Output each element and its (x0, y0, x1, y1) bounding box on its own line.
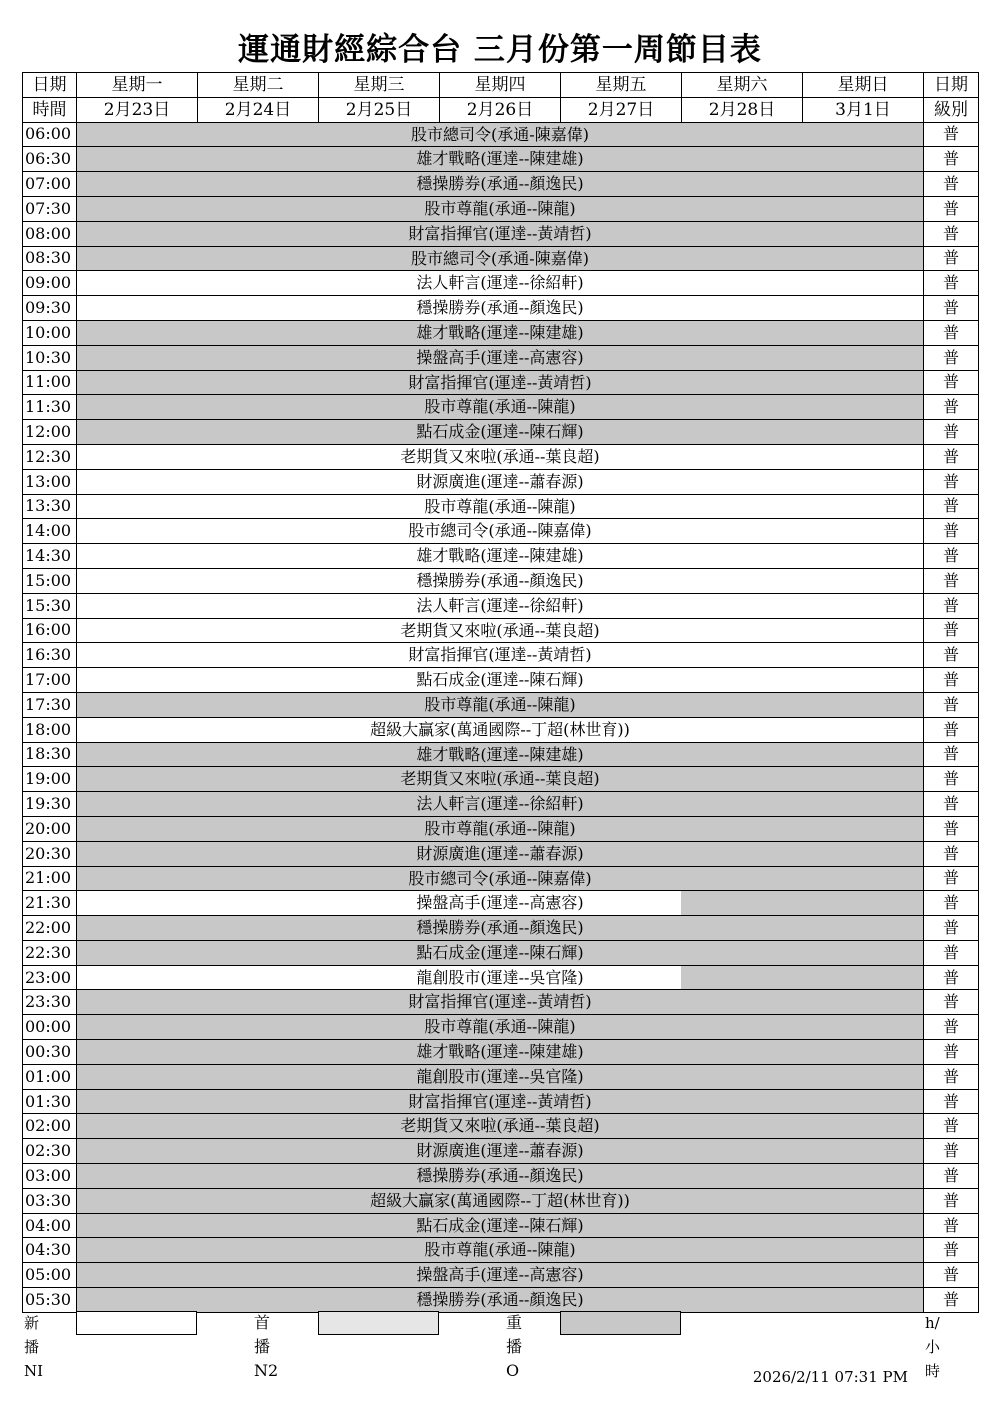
time-cell: 04:00 (23, 1213, 77, 1238)
program-name: 法人軒言(運達--徐紹軒) (416, 794, 584, 814)
rating-cell: 普 (924, 296, 979, 321)
table-row (23, 1213, 979, 1238)
rating-header-level: 級別 (924, 97, 979, 122)
rating-cell: 普 (924, 1089, 979, 1114)
time-cell: 03:30 (23, 1188, 77, 1213)
time-cell: 06:30 (23, 147, 77, 172)
table-row (23, 816, 979, 841)
schedule-title: 運通財經綜合台 三月份第一周節目表 (238, 32, 762, 68)
table-row (23, 866, 979, 891)
time-cell: 01:30 (23, 1089, 77, 1114)
time-cell: 13:00 (23, 469, 77, 494)
day-header: 星期一 (77, 73, 198, 98)
program-name: 股市總司令(承通-陳嘉偉) (411, 124, 589, 144)
time-cell: 02:30 (23, 1139, 77, 1164)
time-cell: 22:00 (23, 916, 77, 941)
program-cell (77, 916, 924, 941)
table-row (23, 221, 979, 246)
program-cell (77, 692, 924, 717)
day-header: 星期五 (561, 73, 682, 98)
rating-cell: 普 (924, 841, 979, 866)
table-row (23, 1263, 979, 1288)
rating-cell: 普 (924, 147, 979, 172)
time-cell: 22:30 (23, 940, 77, 965)
program-cell (77, 643, 924, 668)
program-cell (77, 866, 924, 891)
program-name: 穩操勝券(承通--顏逸民) (416, 570, 584, 590)
program-name: 股市尊龍(承通--陳龍) (424, 496, 576, 516)
program-name: 雄才戰略(運達--陳建雄) (416, 546, 584, 566)
program-name: 財富指揮官(運達--黃靖哲) (408, 372, 592, 392)
table-row (23, 246, 979, 271)
time-cell: 07:30 (23, 196, 77, 221)
time-cell: 21:00 (23, 866, 77, 891)
legend-new-swatch (76, 1311, 197, 1335)
time-cell: 05:30 (23, 1288, 77, 1313)
rating-cell: 普 (924, 420, 979, 445)
program-cell (77, 1040, 924, 1065)
time-cell: 10:00 (23, 320, 77, 345)
rating-header-date: 日期 (924, 73, 979, 98)
table-row (23, 990, 979, 1015)
table-row (23, 742, 979, 767)
program-cell (77, 717, 924, 742)
table-row (23, 767, 979, 792)
time-cell: 02:00 (23, 1114, 77, 1139)
program-name: 財富指揮官(運達--黃靖哲) (408, 223, 592, 243)
table-row (23, 296, 979, 321)
time-cell: 23:30 (23, 990, 77, 1015)
legend-new-label: 新播NI (24, 1314, 44, 1380)
legend-repeat-label: 重播O (506, 1313, 523, 1380)
rating-cell: 普 (924, 568, 979, 593)
program-name: 財源廣進(運達--蕭春源) (416, 843, 584, 863)
time-cell: 20:00 (23, 816, 77, 841)
program-cell (77, 271, 924, 296)
legend-first-label: 首播N2 (254, 1313, 279, 1380)
rating-cell: 普 (924, 990, 979, 1015)
rating-cell: 普 (924, 792, 979, 817)
date-header: 2月24日 (198, 97, 319, 122)
time-cell: 05:00 (23, 1263, 77, 1288)
rating-cell: 普 (924, 1213, 979, 1238)
legend-repeat-swatch (560, 1311, 681, 1335)
time-cell: 19:30 (23, 792, 77, 817)
rating-cell: 普 (924, 940, 979, 965)
rating-cell: 普 (924, 1114, 979, 1139)
table-row (23, 320, 979, 345)
program-cell (77, 147, 924, 172)
program-cell (77, 1139, 924, 1164)
program-cell (77, 891, 924, 916)
time-cell: 03:00 (23, 1164, 77, 1189)
header-row-days (23, 73, 979, 98)
rating-cell: 普 (924, 221, 979, 246)
rating-cell: 普 (924, 742, 979, 767)
program-name: 操盤高手(運達--高憲容) (416, 893, 584, 913)
program-name: 法人軒言(運達--徐紹軒) (416, 595, 584, 615)
table-row (23, 692, 979, 717)
time-cell: 18:30 (23, 742, 77, 767)
rating-cell: 普 (924, 469, 979, 494)
legend-first-swatch (318, 1311, 439, 1335)
corner-label-time: 時間 (23, 97, 77, 122)
time-cell: 18:00 (23, 717, 77, 742)
day-header: 星期六 (682, 73, 803, 98)
table-row (23, 519, 979, 544)
table-row (23, 891, 979, 916)
program-name: 股市總司令(承通-陳嘉偉) (411, 248, 589, 268)
table-row (23, 1040, 979, 1065)
program-cell (77, 494, 924, 519)
date-header: 2月28日 (682, 97, 803, 122)
rating-cell: 普 (924, 370, 979, 395)
rating-cell: 普 (924, 717, 979, 742)
rating-cell: 普 (924, 320, 979, 345)
time-cell: 20:30 (23, 841, 77, 866)
table-row (23, 1089, 979, 1114)
table-row (23, 643, 979, 668)
time-cell: 01:00 (23, 1064, 77, 1089)
program-cell (77, 618, 924, 643)
day-header: 星期二 (198, 73, 319, 98)
rating-cell: 普 (924, 965, 979, 990)
table-row (23, 618, 979, 643)
program-cell (77, 1288, 924, 1313)
legend-unit-label: h/小時 (925, 1314, 941, 1380)
date-header: 3月1日 (803, 97, 924, 122)
time-cell: 04:30 (23, 1238, 77, 1263)
rating-cell: 普 (924, 692, 979, 717)
program-name: 股市尊龍(承通--陳龍) (424, 694, 576, 714)
program-name: 股市尊龍(承通--陳龍) (424, 397, 576, 417)
program-cell (77, 519, 924, 544)
table-row (23, 544, 979, 569)
time-cell: 11:30 (23, 395, 77, 420)
date-header: 2月25日 (319, 97, 440, 122)
date-header: 2月23日 (77, 97, 198, 122)
table-row (23, 1015, 979, 1040)
program-name: 雄才戰略(運達--陳建雄) (416, 149, 584, 169)
table-row (23, 568, 979, 593)
time-cell: 23:00 (23, 965, 77, 990)
program-name: 操盤高手(運達--高憲容) (416, 1265, 584, 1285)
table-row (23, 940, 979, 965)
rating-cell: 普 (924, 544, 979, 569)
rating-cell: 普 (924, 643, 979, 668)
table-row (23, 965, 979, 990)
table-row (23, 122, 979, 147)
rating-cell: 普 (924, 1139, 979, 1164)
program-cell (77, 1114, 924, 1139)
time-cell: 17:30 (23, 692, 77, 717)
program-cell (77, 1164, 924, 1189)
program-name: 股市尊龍(承通--陳龍) (424, 1240, 576, 1260)
program-name: 股市總司令(承通--陳嘉偉) (408, 868, 592, 888)
rating-cell: 普 (924, 246, 979, 271)
time-cell: 12:00 (23, 420, 77, 445)
table-row (23, 420, 979, 445)
time-cell: 15:00 (23, 568, 77, 593)
table-row (23, 1238, 979, 1263)
program-name: 財富指揮官(運達--黃靖哲) (408, 645, 592, 665)
program-name: 點石成金(運達--陳石輝) (416, 1215, 584, 1235)
program-name: 股市尊龍(承通--陳龍) (424, 818, 576, 838)
rating-cell: 普 (924, 1188, 979, 1213)
program-cell (77, 816, 924, 841)
date-header: 2月27日 (561, 97, 682, 122)
time-cell: 00:30 (23, 1040, 77, 1065)
time-cell: 11:00 (23, 370, 77, 395)
rating-cell: 普 (924, 345, 979, 370)
program-cell (77, 544, 924, 569)
program-cell (77, 568, 924, 593)
table-row (23, 444, 979, 469)
program-cell (77, 1064, 924, 1089)
program-name: 龍創股市(運達--吳官隆) (416, 967, 584, 987)
program-cell (77, 965, 924, 990)
table-row (23, 1188, 979, 1213)
day-header: 星期三 (319, 73, 440, 98)
schedule-table (22, 72, 979, 1313)
program-cell (77, 469, 924, 494)
table-row (23, 1139, 979, 1164)
program-cell (77, 841, 924, 866)
program-cell (77, 940, 924, 965)
program-name: 老期貨又來啦(承通--葉良超) (400, 769, 600, 789)
table-row (23, 1114, 979, 1139)
table-row (23, 345, 979, 370)
program-name: 點石成金(運達--陳石輝) (416, 422, 584, 442)
date-header: 2月26日 (440, 97, 561, 122)
program-cell (77, 444, 924, 469)
program-name: 點石成金(運達--陳石輝) (416, 942, 584, 962)
rating-cell: 普 (924, 618, 979, 643)
table-row (23, 494, 979, 519)
program-name: 財富指揮官(運達--黃靖哲) (408, 992, 592, 1012)
program-cell (77, 990, 924, 1015)
program-name: 老期貨又來啦(承通--葉良超) (400, 446, 600, 466)
program-cell (77, 1015, 924, 1040)
rating-cell: 普 (924, 1164, 979, 1189)
time-cell: 15:30 (23, 593, 77, 618)
table-row (23, 147, 979, 172)
time-cell: 14:30 (23, 544, 77, 569)
rating-cell: 普 (924, 593, 979, 618)
time-cell: 09:30 (23, 296, 77, 321)
rating-cell: 普 (924, 196, 979, 221)
time-cell: 16:00 (23, 618, 77, 643)
program-cell (77, 593, 924, 618)
table-row (23, 916, 979, 941)
table-row (23, 668, 979, 693)
rating-cell: 普 (924, 519, 979, 544)
program-cell (77, 345, 924, 370)
program-name: 穩操勝券(承通--顏逸民) (416, 1166, 584, 1186)
rating-cell: 普 (924, 1040, 979, 1065)
program-cell (77, 767, 924, 792)
program-name: 老期貨又來啦(承通--葉良超) (400, 1116, 600, 1136)
time-cell: 13:30 (23, 494, 77, 519)
program-name: 股市尊龍(承通--陳龍) (424, 198, 576, 218)
table-row (23, 593, 979, 618)
program-name: 穩操勝券(承通--顏逸民) (416, 918, 584, 938)
program-name: 穩操勝券(承通--顏逸民) (416, 1290, 584, 1310)
rating-cell: 普 (924, 668, 979, 693)
corner-label-date: 日期 (23, 73, 77, 98)
program-cell (77, 668, 924, 693)
rating-cell: 普 (924, 1263, 979, 1288)
program-cell (77, 792, 924, 817)
program-cell (77, 1188, 924, 1213)
time-cell: 19:00 (23, 767, 77, 792)
program-cell (77, 296, 924, 321)
table-row (23, 1164, 979, 1189)
program-name: 財源廣進(運達--蕭春源) (416, 1141, 584, 1161)
rating-cell: 普 (924, 1238, 979, 1263)
rating-cell: 普 (924, 172, 979, 197)
rating-cell: 普 (924, 767, 979, 792)
rating-cell: 普 (924, 916, 979, 941)
program-name: 超級大贏家(萬通國際--丁超(林世育)) (370, 719, 630, 739)
program-name: 龍創股市(運達--吳官隆) (416, 1066, 584, 1086)
time-cell: 07:00 (23, 172, 77, 197)
program-name: 法人軒言(運達--徐紹軒) (416, 273, 584, 293)
program-name: 老期貨又來啦(承通--葉良超) (400, 620, 600, 640)
program-cell (77, 221, 924, 246)
time-cell: 17:00 (23, 668, 77, 693)
program-name: 股市總司令(承通--陳嘉偉) (408, 521, 592, 541)
program-name: 雄才戰略(運達--陳建雄) (416, 744, 584, 764)
table-row (23, 370, 979, 395)
program-cell (77, 246, 924, 271)
table-row (23, 196, 979, 221)
time-cell: 08:30 (23, 246, 77, 271)
program-name: 操盤高手(運達--高憲容) (416, 347, 584, 367)
program-name: 穩操勝券(承通--顏逸民) (416, 298, 584, 318)
time-cell: 16:30 (23, 643, 77, 668)
time-cell: 06:00 (23, 122, 77, 147)
program-cell (77, 742, 924, 767)
rating-cell: 普 (924, 1015, 979, 1040)
program-name: 穩操勝券(承通--顏逸民) (416, 174, 584, 194)
time-cell: 21:30 (23, 891, 77, 916)
program-cell (77, 1213, 924, 1238)
table-row (23, 172, 979, 197)
program-cell (77, 1089, 924, 1114)
rating-cell: 普 (924, 395, 979, 420)
time-cell: 10:30 (23, 345, 77, 370)
table-row (23, 717, 979, 742)
rating-cell: 普 (924, 816, 979, 841)
program-cell (77, 122, 924, 147)
time-cell: 09:00 (23, 271, 77, 296)
table-row (23, 1288, 979, 1313)
table-row (23, 1064, 979, 1089)
program-cell (77, 1263, 924, 1288)
rating-cell: 普 (924, 271, 979, 296)
program-name: 財源廣進(運達--蕭春源) (416, 471, 584, 491)
rating-cell: 普 (924, 1288, 979, 1313)
program-cell (77, 320, 924, 345)
program-cell (77, 172, 924, 197)
rating-cell: 普 (924, 866, 979, 891)
program-name: 超級大贏家(萬通國際--丁超(林世育)) (370, 1190, 630, 1210)
program-cell (77, 370, 924, 395)
table-row (23, 395, 979, 420)
program-name: 財富指揮官(運達--黃靖哲) (408, 1091, 592, 1111)
program-cell (77, 395, 924, 420)
program-cell (77, 420, 924, 445)
table-row (23, 841, 979, 866)
table-row (23, 271, 979, 296)
program-name: 雄才戰略(運達--陳建雄) (416, 1042, 584, 1062)
rating-cell: 普 (924, 122, 979, 147)
rating-cell: 普 (924, 1064, 979, 1089)
day-header: 星期日 (803, 73, 924, 98)
rating-cell: 普 (924, 494, 979, 519)
table-row (23, 792, 979, 817)
program-name: 點石成金(運達--陳石輝) (416, 670, 584, 690)
program-cell (77, 1238, 924, 1263)
time-cell: 14:00 (23, 519, 77, 544)
program-name: 股市尊龍(承通--陳龍) (424, 1017, 576, 1037)
program-name: 雄才戰略(運達--陳建雄) (416, 322, 584, 342)
header-row-dates (23, 97, 979, 122)
table-row (23, 469, 979, 494)
time-cell: 08:00 (23, 221, 77, 246)
day-header: 星期四 (440, 73, 561, 98)
time-cell: 12:30 (23, 444, 77, 469)
print-timestamp: 2026/2/11 07:31 PM (752, 1368, 908, 1386)
rating-cell: 普 (924, 444, 979, 469)
rating-cell: 普 (924, 891, 979, 916)
time-cell: 00:00 (23, 1015, 77, 1040)
program-cell (77, 196, 924, 221)
